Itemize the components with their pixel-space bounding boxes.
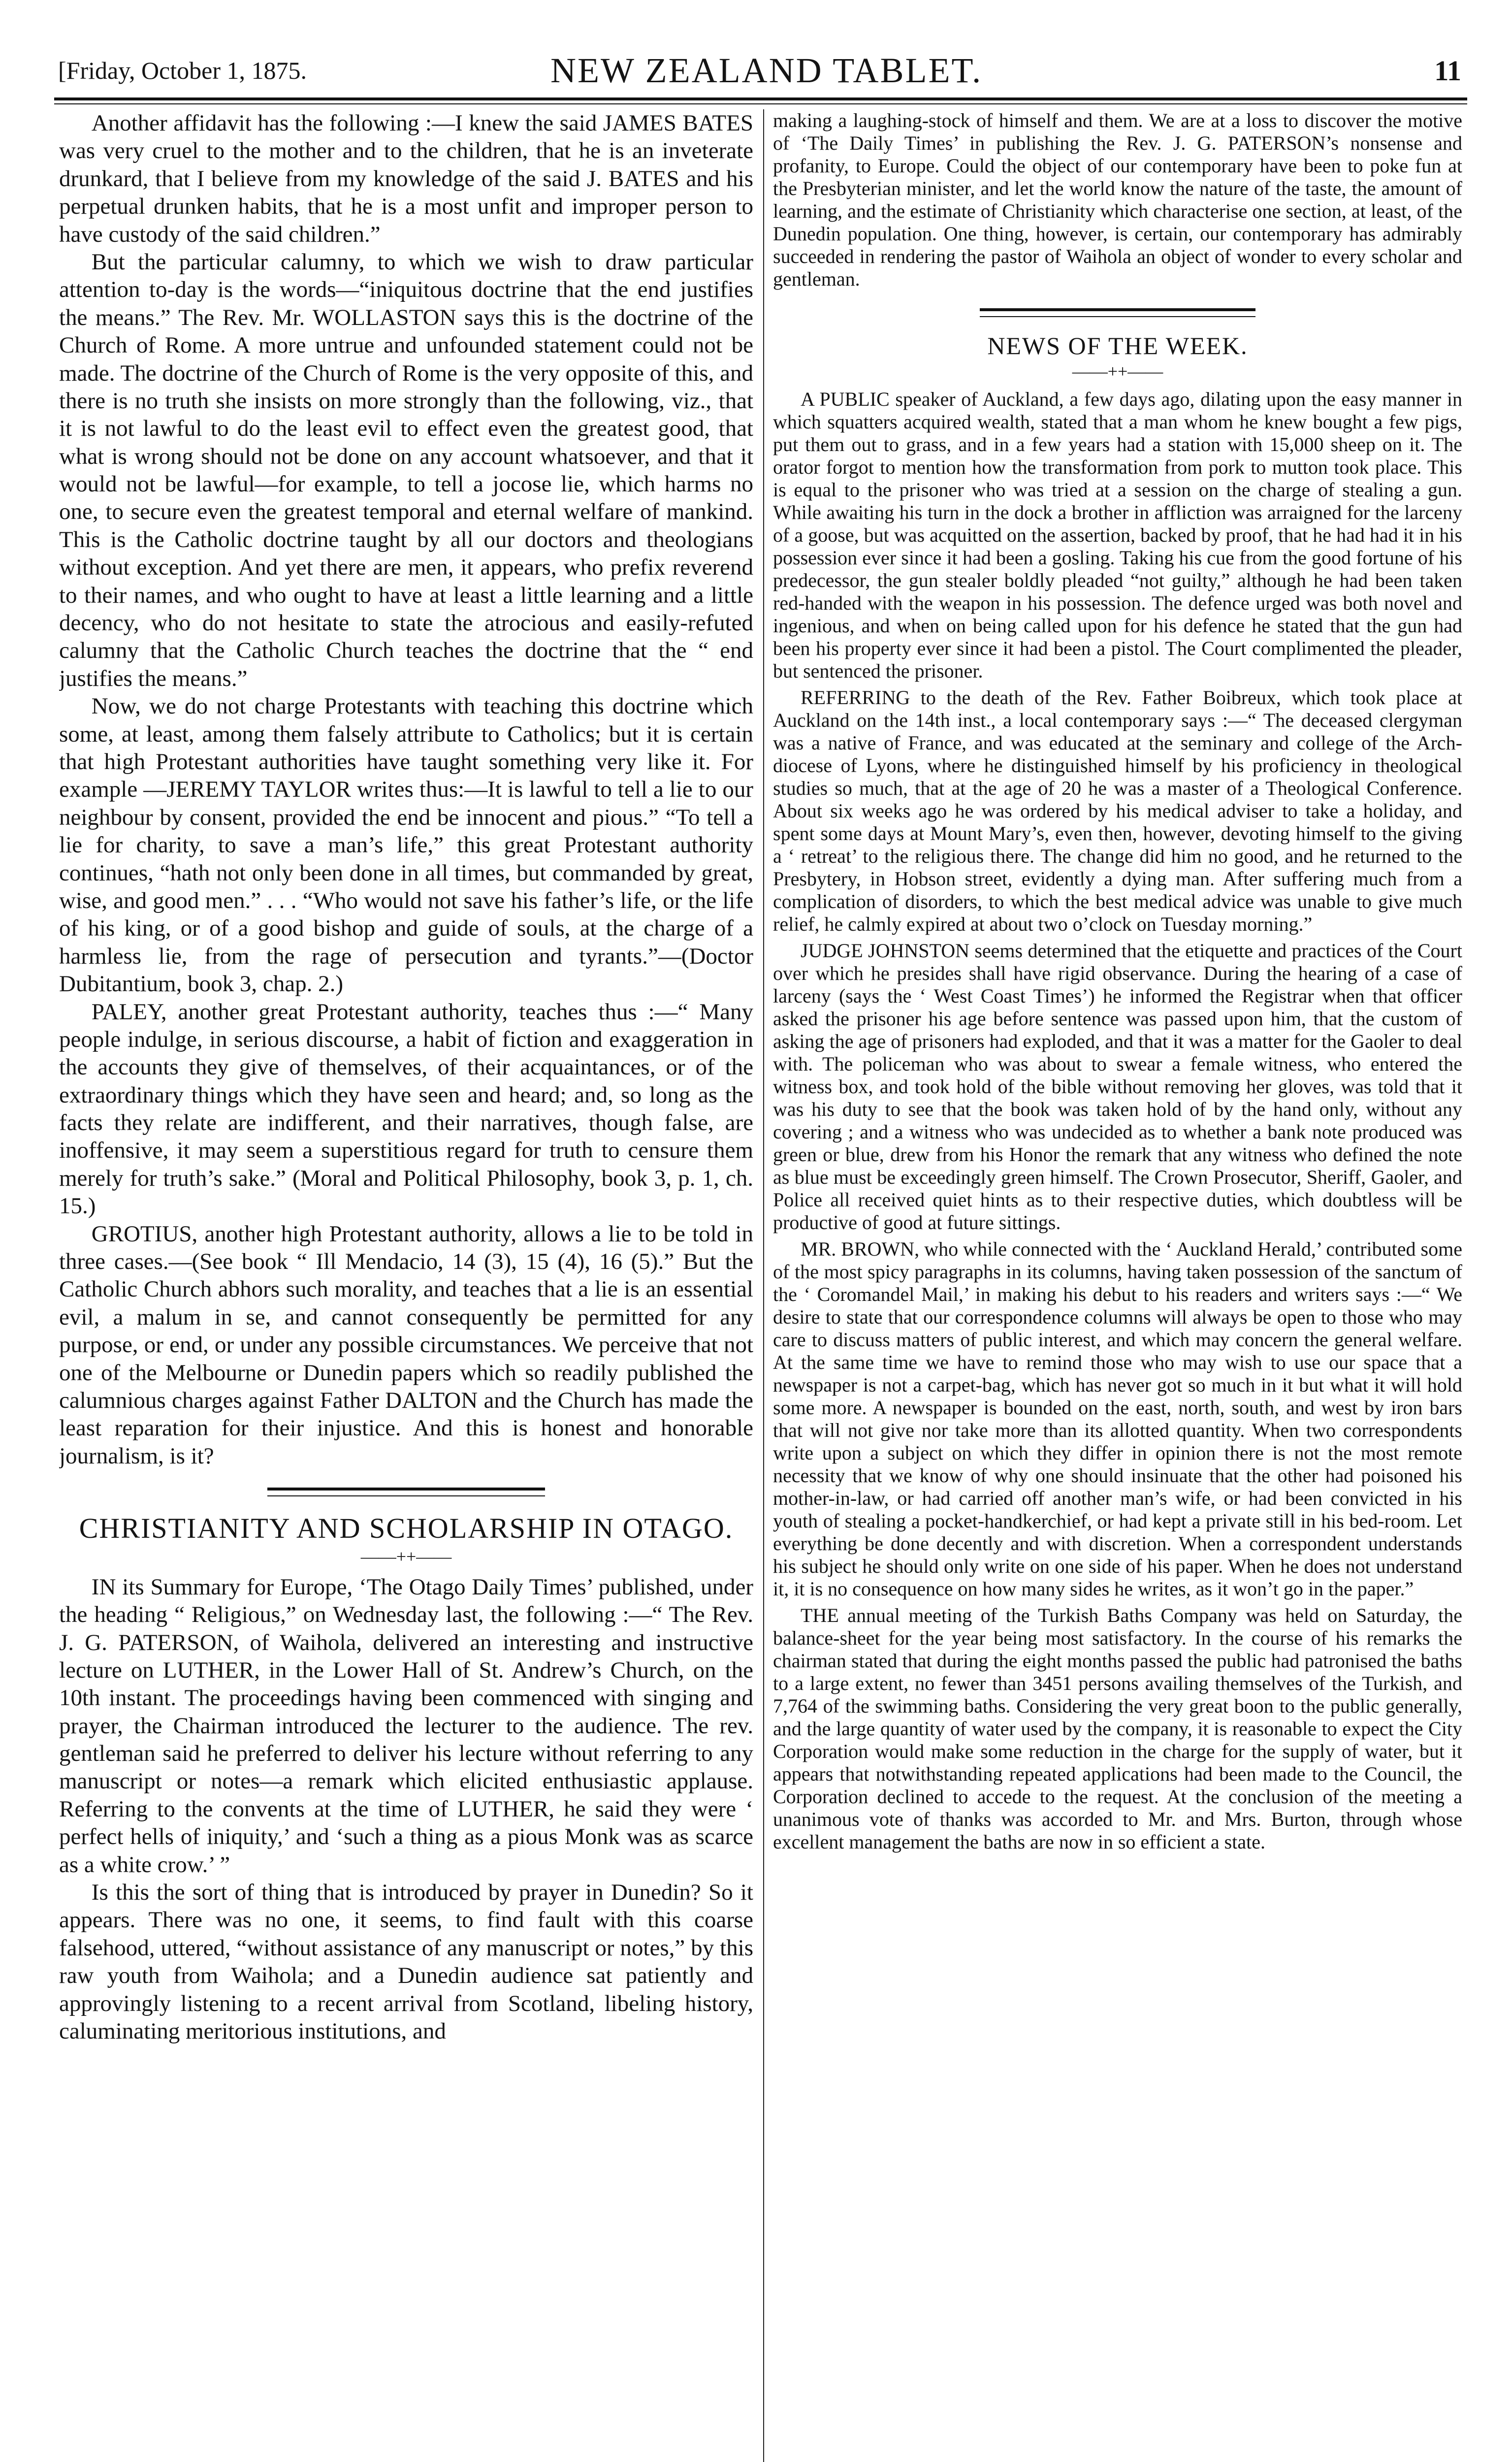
section-rule — [980, 308, 1255, 311]
header-rule — [54, 97, 1467, 100]
news-item: MR. BROWN, who while connected with the ‘ Auckland Herald,’ contributed some of the most spicy paragraphs in its columns, having taken possession of the sanctum of the ‘ Coromandel Mail,’ in making his debut to his readers and writers says :—“ We desire to state that our correspondence columns will always be open to those who may care to discuss matters of public interest, and which may concern the general welfare. At the same time we have to remind those who may wish to use our space that a newspaper is not a carpet-bag, which has never got so much in it but what it will hold some more. A newspaper is bounded on the east, north, south, and west by iron bars that will not give nor take more than its allotted quantity. When two correspondents write upon a subject on which they differ in opinion there is not the most remote necessity that we know of why one should insinuate that the other had poisoned his mother-in-law, or had carried off another man’s wife, or had been convicted in his youth of stealing a pocket-handkerchief, or had kept a private still in his bed-room. Let everything be done decently and with discretion. When a correspondent understands his subject he should only write on one side of his paper. When he does not understand it, it is no consequence on how many sides he writes, as it won’t go in the paper.” — [773, 1237, 1462, 1600]
section-rule — [267, 1488, 545, 1490]
right-column — [773, 109, 1462, 2462]
section-heading-news: NEWS OF THE WEEK. — [987, 332, 1248, 359]
article-paragraph: Another affidavit has the following :—I knew the said JAMES BATES was very cruel to the mother and to the children, that he is an inveterate drunkard, that I believe from my knowledge of the said J. BATES and his perpetual drunken habits, that he is a most unfit and improper person to have custody of the said children.” — [59, 110, 753, 247]
page-number: 11 — [1434, 55, 1461, 87]
article-paragraph: GROTIUS, another high Protestant authority, allows a lie to be told in three cases.—(See book “ Ill Mendacio, 14 (3), 15 (4), 16 (5).” But the Catholic Church abhors such morality, and teaches that a lie is an essential evil, a malum in se, and cannot consequently be permitted for any purpose, or end, or under any possible circumstances. We perceive that not one of the Melbourne or Dunedin papers which so readily published the calumnious charges against Father DALTON and the Church has made the least reparation for their injustice. And this is honest and honorable journalism, is it? — [59, 1221, 753, 1469]
article-paragraph: making a laughing-stock of himself and them. We are at a loss to discover the motive of ‘The Daily Times’ in publishing the Rev. J. G. PATERSON’s nonsense and profanity, to Europe. Could the object of our contemporary have been to poke fun at the Presbyterian minister, and let the world know the nature of the taste, the amount of learning, and the estimate of Christianity which characterise one section, at least, of the Dunedin population. One thing, however, is certain, our contemporary has admirably succeeded in rendering the pastor of Waihola an object of wonder to every scholar and gentleman. — [773, 109, 1462, 290]
page-header — [58, 51, 1466, 95]
column-divider — [763, 109, 764, 2462]
heading-ornament: ——++—— — [1072, 361, 1163, 381]
news-item: THE annual meeting of the Turkish Baths Company was held on Saturday, the balance-sheet for the year being most satisfactory. In the course of his remarks the chairman stated that during the eight months passed the public had patronised the baths to a large extent, no fewer than 3451 persons availing themselves of the Turkish, and 7,764 of the swimming baths. Considering the very great boon to the public generally, and the large quantity of water used by the company, it is reasonable to expect the City Corporation would make some reduction in the charge for the supply of water, but it appears that notwithstanding repeated applications had been made to the Council, the Corporation declined to accede to the request. At the conclusion of the meeting a unanimous vote of thanks was accorded to Mr. and Mrs. Burton, through whose excellent management the baths are now in so efficient a state. — [773, 1604, 1462, 1853]
news-item: REFERRING to the death of the Rev. Father Boibreux, which took place at Auckland on the 14th inst., a local contemporary says :—“ The deceased clergyman was a native of France, and was educated at the seminary and college of the Arch-diocese of Lyons, where he distinguished himself by his proficiency in theological studies so much, that at the age of 20 he was a master of a Theological Conference. About six weeks ago he was ordered by his medical adviser to take a holiday, and spent some days at Mount Mary’s, even then, however, devoting himself to the giving a ‘ retreat’ to the religious there. The change did him no good, and he returned to the Presbytery, in Hobson street, evidently a dying man. After suffering much from a complication of disorders, to which the best medical advice was unable to give much relief, he calmly expired at about two o’clock on Tuesday morning.” — [773, 686, 1462, 935]
masthead-title: NEW ZEALAND TABLET. — [550, 51, 983, 90]
header-rule-thin — [54, 103, 1467, 104]
article-paragraph: Now, we do not charge Protestants with teaching this doctrine which some, at least, among them falsely attribute to Catholics; but it is certain that high Protestant authorities have taught something very like it. For example —JEREMY TAYLOR writes thus:—It is lawful to tell a lie to our neighbour by consent, provided the end be innocent and pious.” “To tell a lie for charity, to save a man’s life,” this great Protestant authority continues, “hath not only been done in all times, but commanded by great, wise, and good men.” . . . “Who would not save his father’s life, or the life of his king, or of a good bishop and guide of souls, at the charge of a harmless lie, from the rage of persecution and tyrants.”—(Doctor Dubitantium, book 3, chap. 2.) — [59, 693, 753, 997]
section-rule-thin — [980, 316, 1255, 317]
news-item: JUDGE JOHNSTON seems determined that the etiquette and practices of the Court over which he presides shall have rigid observance. During the hearing of a case of larceny (says the ‘ West Coast Times’) he informed the Registrar when that officer asked the prisoner his age before sentence was passed upon him, that the custom of asking the age of prisoners had exploded, and that it was a matter for the Gaoler to deal with. The policeman who was about to swear a female witness, who entered the witness box, and took hold of the bible without removing her gloves, was told that it was his duty to see that the book was taken hold of by the hand only, without any covering ; and a witness who was undecided as to whether a bank note produced was green or blue, drew from his Honor the remark that any witness who defined the note as blue must be exceedingly green himself. The Crown Prosecutor, Sheriff, Gaoler, and Police all received quiet hints as to their respective duties, which doubtless will be productive of good at future sittings. — [773, 939, 1462, 1233]
article-paragraph: IN its Summary for Europe, ‘The Otago Daily Times’ published, under the heading “ Religious,” on Wednesday last, the following :—“ The Rev. J. G. PATERSON, of Waihola, delivered an interesting and instructive lecture on LUTHER, in the Lower Hall of St. Andrew’s Church, on the 10th instant. The proceedings having been commenced with singing and prayer, the Chairman introduced the lecturer to the audience. The rev. gentleman said he preferred to deliver his lecture without referring to any manuscript or notes—a remark which elicited enthusiastic applause. Referring to the convents at the time of LUTHER, he said they were ‘ perfect hells of iniquity,’ and ‘such a thing as a pious Monk was as scarce as a white crow.’ ” — [59, 1574, 753, 1878]
article-paragraph: But the particular calumny, to which we wish to draw particular attention to-day is the words—“iniquitous doctrine that the end justifies the means.” The Rev. Mr. WOLLASTON says this is the doctrine of the Church of Rome. A more untrue and unfounded statement could not be made. The doctrine of the Church of Rome is the very opposite of this, and there is no truth she insists on more strongly than the following, viz., that it is not lawful to do the least evil to effect even the greatest good, that what is wrong should not be done on any account whatsoever, and that it would not be lawful—for example, to tell a jocose lie, which harms no one, to secure even the greatest temporal and eternal welfare of mankind. This is the Catholic doctrine taught by all our doctors and theologians without exception. And yet there are men, it appears, who prefix reverend to their names, and who ought to have at least a little learning and a little decency, who do not hesitate to state the atrocious and easily-refuted calumny that the Catholic Church teaches the doctrine that the “ end justifies the means.” — [59, 249, 753, 691]
section-rule-thin — [267, 1495, 545, 1496]
article-paragraph: Is this the sort of thing that is introduced by prayer in Dunedin? So it appears. There was no one, it seems, to find fault with this coarse falsehood, uttered, “without assistance of any manuscript or notes,” by this raw youth from Waihola; and a Dunedin audience sat patiently and approvingly listening to a recent arrival from Scotland, libeling history, caluminating meritorious institutions, and — [59, 1879, 753, 2044]
issue-date: [Friday, October 1, 1875. — [58, 57, 307, 84]
news-item: A PUBLIC speaker of Auckland, a few days ago, dilating upon the easy manner in which squatters acquired wealth, stated that a man whom he knew bought a few pigs, put them out to grass, and in a few years had a station with 15,000 sheep on it. The orator forgot to mention how the transformation from pork to mutton took place. This is equal to the prisoner who was tried at a session on the charge of stealing a gun. While awaiting his turn in the dock a brother in affliction was arraigned for the larceny of a goose, but was acquitted on the assertion, backed by proof, that he had had it in his possession ever since it had been a gosling. Taking his cue from the good fortune of his predecessor, the gun stealer boldly pleaded “not guilty,” although he had been taken red-handed with the weapon in his possession. The defence urged was both novel and ingenious, and when on being called upon for his defence he stated that the gun had been his property ever since it had been a pistol. The Court complimented the pleader, but sentenced the prisoner. — [773, 388, 1462, 682]
article-paragraph: PALEY, another great Protestant authority, teaches thus :—“ Many people indulge, in serious discourse, a habit of fiction and exaggeration in the accounts they give of themselves, of their acquaintances, or of the extraordinary things which they have seen and heard; and, so long as the facts they relate are indifferent, and their narratives, though false, are inoffensive, it may seem a superstitious regard for truth to censure them merely for truth’s sake.” (Moral and Political Philosophy, book 3, p. 1, ch. 15.) — [59, 999, 753, 1219]
heading-ornament: ——++—— — [360, 1546, 452, 1566]
section-heading-christianity: CHRISTIANITY AND SCHOLARSHIP IN OTAGO. — [79, 1512, 734, 1545]
left-column — [59, 109, 753, 2462]
